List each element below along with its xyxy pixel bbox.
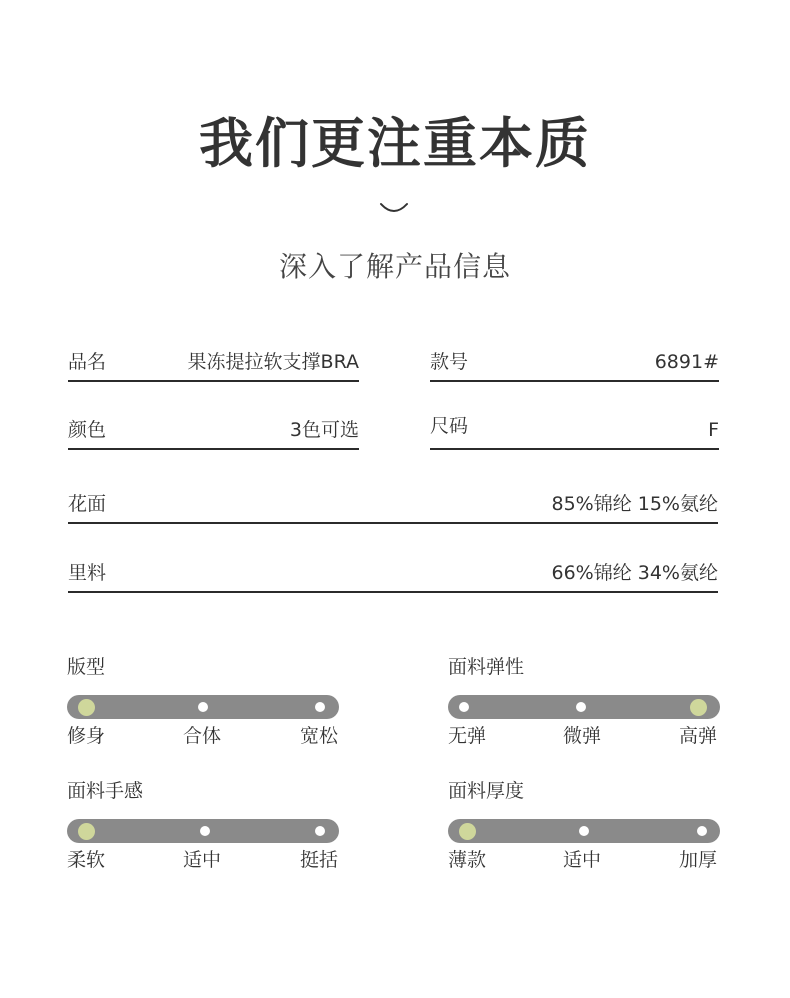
- scale-option: 合体: [183, 725, 222, 747]
- color-value: 3色可选: [289, 419, 359, 441]
- scale-dot: [315, 826, 325, 836]
- scale-dot: [315, 702, 325, 712]
- scale-hand-feel: [67, 778, 339, 998]
- scale-dot: [198, 702, 208, 712]
- scale-option: 无弹: [448, 725, 487, 747]
- style-value: 6891#: [654, 351, 719, 373]
- page-subtitle: 深入了解产品信息: [278, 250, 511, 283]
- scale-option: 柔软: [67, 849, 106, 871]
- info-row-style: [430, 346, 719, 382]
- size-value: F: [708, 419, 719, 441]
- scale-option: 挺括: [300, 849, 339, 871]
- scale-dot: [459, 702, 469, 712]
- info-row-name: [68, 346, 359, 382]
- scale-option: 适中: [183, 849, 222, 871]
- scale-dot-selected: [459, 823, 476, 840]
- info-row-size: [430, 414, 719, 450]
- pattern-value: 85%锦纶 15%氨纶: [551, 493, 718, 515]
- scale-title: 面料手感: [67, 780, 144, 802]
- scale-track: [67, 819, 339, 843]
- scale-thickness: [448, 778, 720, 998]
- lining-value: 66%锦纶 34%氨纶: [551, 562, 718, 584]
- page-title: 我们更注重本质: [199, 112, 591, 175]
- scale-option: 微弹: [563, 725, 602, 747]
- info-row-color: [68, 414, 359, 450]
- scale-dot: [579, 826, 589, 836]
- pattern-label: 花面: [68, 493, 107, 515]
- scale-option: 适中: [563, 849, 602, 871]
- scale-title: 面料弹性: [448, 656, 525, 678]
- scale-option: 修身: [67, 725, 106, 747]
- info-row-lining: [68, 557, 718, 593]
- scale-option: 薄款: [448, 849, 487, 871]
- color-label: 颜色: [68, 419, 107, 441]
- scale-option: 宽松: [300, 725, 339, 747]
- scale-title: 版型: [67, 656, 106, 678]
- scale-dot: [200, 826, 210, 836]
- scale-dot: [697, 826, 707, 836]
- smile-icon: [379, 201, 409, 215]
- name-label: 品名: [68, 351, 107, 373]
- info-row-pattern: [68, 488, 718, 524]
- scale-dot-selected: [690, 699, 707, 716]
- scale-track: [448, 819, 720, 843]
- style-label: 款号: [430, 351, 469, 373]
- scale-title: 面料厚度: [448, 780, 525, 802]
- scale-option: 高弹: [679, 725, 718, 747]
- name-value: 果冻提拉软支撑BRA: [187, 351, 359, 373]
- scale-option: 加厚: [679, 849, 718, 871]
- lining-label: 里料: [68, 562, 107, 584]
- scale-track: [448, 695, 720, 719]
- scale-dot-selected: [78, 699, 95, 716]
- scale-track: [67, 695, 339, 719]
- size-label: 尺码: [430, 415, 469, 437]
- scale-dot: [576, 702, 586, 712]
- scale-dot-selected: [78, 823, 95, 840]
